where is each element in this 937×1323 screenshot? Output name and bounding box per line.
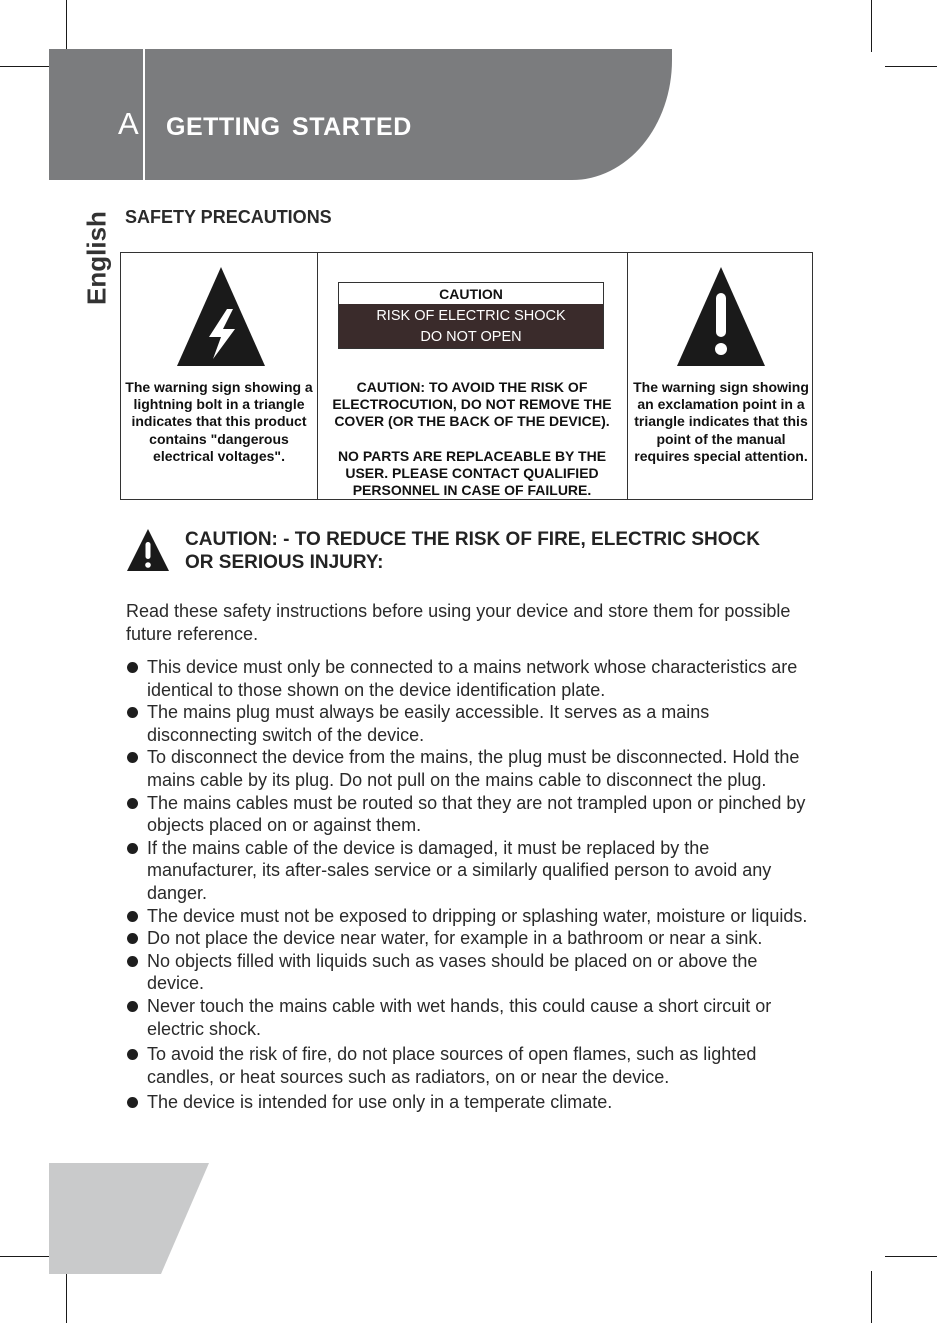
language-label: English — [81, 211, 112, 305]
list-item: This device must only be connected to a mains network whose characteristics are identical to those shown on the device identification plate. — [126, 656, 816, 701]
crop-mark — [66, 0, 67, 52]
list-item: To avoid the risk of fire, do not place sources of open flames, such as lighted candles, or heat sources such as radiators, on or near the device. — [126, 1043, 816, 1088]
list-item: No objects filled with liquids such as vases should be placed on or above the device. — [126, 950, 816, 995]
exclamation-description: The warning sign showing an exclamation point in a triangle indicates that this point of the manual requires special attention. — [633, 379, 809, 464]
caution-triangle-icon — [126, 528, 170, 572]
crop-mark — [871, 1271, 872, 1323]
list-item: If the mains cable of the device is damaged, it must be replaced by the manufacturer, its after-sales service or a similarly qualified person to avoid any danger. — [126, 837, 816, 905]
table-divider — [627, 253, 628, 499]
intro-paragraph: Read these safety instructions before using your device and store them for possible future reference. — [126, 601, 791, 644]
list-item: The device is intended for use only in a temperate climate. — [126, 1091, 816, 1114]
crop-mark — [885, 1256, 937, 1257]
safety-instructions-list — [126, 656, 816, 1114]
list-item: The device must not be exposed to dripping or splashing water, moisture or liquids. — [126, 905, 816, 928]
crop-mark — [66, 1271, 67, 1323]
caution-heading — [185, 528, 760, 574]
caution-avoid-text: CAUTION: TO AVOID THE RISK OF ELECTROCUTION, DO NOT REMOVE THE COVER (OR THE BACK OF THE DEVICE). — [332, 379, 612, 430]
footer-corner-block — [49, 1163, 209, 1274]
list-item: To disconnect the device from the mains, the plug must be disconnected. Hold the mains cable by its plug. Do not pull on the mains cable to disconnect the plug. — [126, 746, 816, 791]
table-divider — [317, 253, 318, 499]
caution-label-title: CAUTION — [339, 283, 603, 304]
caution-label — [338, 282, 604, 349]
caution-heading-line2: OR SERIOUS INJURY: — [185, 552, 384, 573]
lightning-description: The warning sign showing a lightning bolt in a triangle indicates that this product contains "dangerous electrical voltages". — [125, 379, 313, 464]
section-title: SAFETY PRECAUTIONS — [125, 207, 332, 227]
list-item: Do not place the device near water, for example in a bathroom or near a sink. — [126, 927, 816, 950]
crop-mark — [0, 1256, 52, 1257]
lightning-warning-icon — [175, 265, 267, 368]
caution-label-line2: DO NOT OPEN — [420, 329, 522, 345]
header-divider — [143, 49, 145, 180]
crop-mark — [0, 66, 52, 67]
list-item: The mains cables must be routed so that they are not trampled upon or pinched by objects placed on or against them. — [126, 792, 816, 837]
caution-label-line1: RISK OF ELECTRIC SHOCK — [376, 308, 566, 324]
crop-mark — [885, 66, 937, 67]
section-letter: A — [118, 106, 139, 141]
crop-mark — [871, 0, 872, 52]
list-item: Never touch the mains cable with wet hands, this could cause a short circuit or electric shock. — [126, 995, 816, 1040]
caution-heading-line1: CAUTION: - TO REDUCE THE RISK OF FIRE, ELECTRIC SHOCK — [185, 529, 760, 550]
exclamation-warning-icon — [675, 265, 767, 368]
caution-label-body — [339, 304, 603, 348]
caution-parts-text: NO PARTS ARE REPLACEABLE BY THE USER. PLEASE CONTACT QUALIFIED PERSONNEL IN CASE OF FAILURE. — [337, 448, 607, 499]
list-item: The mains plug must always be easily accessible. It serves as a mains disconnecting switch of the device. — [126, 701, 816, 746]
page-title: GETTING STARTED — [166, 113, 412, 141]
